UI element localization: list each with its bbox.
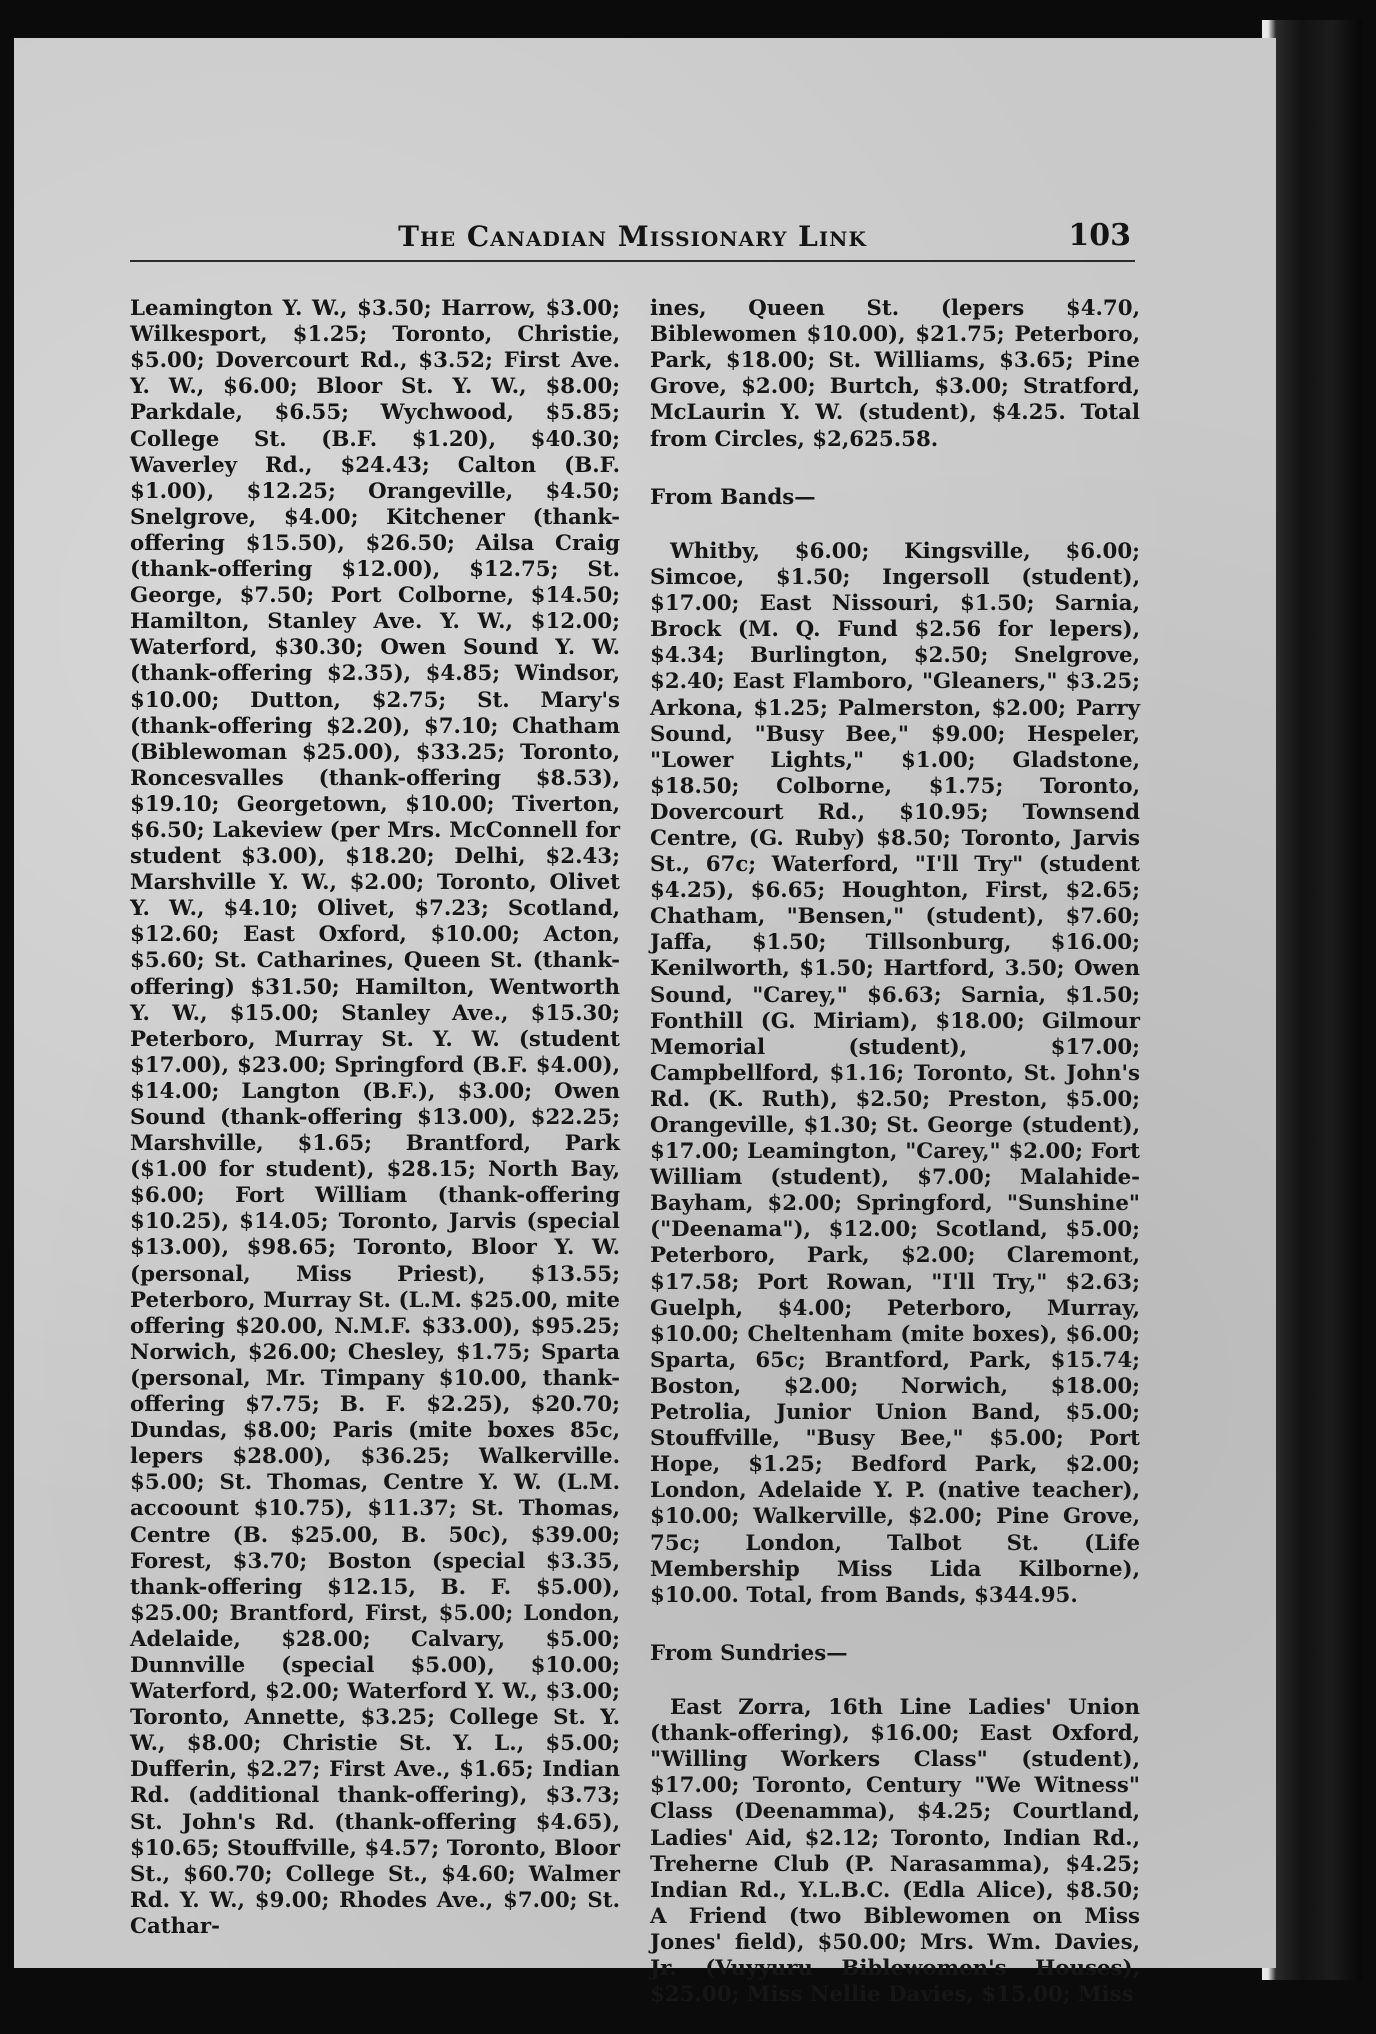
book-binding-edge bbox=[1262, 20, 1362, 1980]
left-column-text: Leamington Y. W., $3.50; Harrow, $3.00; Wilkesport, $1.25; Toronto, Christie, $5.00; Dovercourt Rd., $3.52; First Ave. Y. W., $6.00; Bloor St. Y. W., $8.00; Parkdale, $6.55; Wychwood, $5.85; College St. (B.F. $1.20), $40.30; Waverley Rd., $24.43; Calton (B.F. $1.00), $12.25; Orangeville, $4.50; Snelgrove, $4.00; Kitchener (thank-offering $15.50), $26.50; Ailsa Craig (thank-offering $12.00), $12.75; St. George, $7.50; Port Colborne, $14.50; Hamilton, Stanley Ave. Y. W., $12.00; Waterford, $30.30; Owen Sound Y. W. (thank-offering $2.35), $4.85; Windsor, $10.00; Dutton, $2.75; St. Mary's (thank-offering $2.20), $7.10; Chatham (Biblewoman $25.00), $33.25; Toronto, Roncesvalles (thank-offering $8.53), $19.10; Georgetown, $10.00; Tiverton, $6.50; Lakeview (per Mrs. McConnell for student $3.00), $18.20; Delhi, $2.43; Marshville Y. W., $2.00; Toronto, Olivet Y. W., $4.10; Olivet, $7.23; Scotland, $12.60; East Oxford, $10.00; Acton, $5.60; St. Catharines, Queen St. (thank-offering) $31.50; Hamilton, Wentworth Y. W., $15.00; Stanley Ave., $15.30; Peterboro, Murray St. Y. W. (student $17.00), $23.00; Springford (B.F. $4.00), $14.00; Langton (B.F.), $3.00; Owen Sound (thank-offering $13.00), $22.25; Marshville, $1.65; Brantford, Park ($1.00 for student), $28.15; North Bay, $6.00; Fort William (thank-offering $10.25), $14.05; Toronto, Jarvis (special $13.00), $98.65; Toronto, Bloor Y. W. (personal, Miss Priest), $13.55; Peterboro, Murray St. (L.M. $25.00, mite offering $20.00, N.M.F. $33.00), $95.25; Norwich, $26.00; Chesley, $1.75; Sparta (personal, Mr. Timpany $10.00, thank-offering $7.75; B. F. $2.25), $20.70; Dundas, $8.00; Paris (mite boxes 85c, lepers $28.00), $36.25; Walkerville. $5.00; St. Thomas, Centre Y. W. (L.M. accoount $10.75), $11.37; St. Thomas, Centre (B. $25.00, B. 50c), $39.00; Forest, $3.70; Boston (special $3.35, thank-offering $12.15, B. F. $5.00), $25.00; Brantford, First, $5.00; London, Adelaide, $28.00; Calvary, $5.00; Dunnville (special $5.00), $10.00; Waterford, $2.00; Waterford Y. W., $3.00; Toronto, Annette, $3.25; College St. Y. W., $8.00; Christie St. Y. L., $5.00; Dufferin, $2.27; First Ave., $1.65; Indian Rd. (additional thank-offering), $3.73; St. John's Rd. (thank-offering $4.65), $10.65; Stouffville, $4.57; Toronto, Bloor St., $60.70; College St., $4.60; Walmer Rd. Y. W., $9.00; Rhodes Ave., $7.00; St. Cathar- bbox=[130, 296, 620, 1939]
page-header bbox=[130, 210, 1135, 262]
left-column bbox=[130, 270, 620, 1966]
right-column bbox=[650, 270, 1140, 2034]
bands-text: Whitby, $6.00; Kingsville, $6.00; Simcoe, $1.50; Ingersoll (student), $17.00; East Nissouri, $1.50; Sarnia, Brock (M. Q. Fund $2.56 for lepers), $4.34; Burlington, $2.50; Snelgrove, $2.40; East Flamboro, "Gleaners," $3.25; Arkona, $1.25; Palmerston, $2.00; Parry Sound, "Busy Bee," $9.00; Hespeler, "Lower Lights," $1.00; Gladstone, $18.50; Colborne, $1.75; Toronto, Dovercourt Rd., $10.95; Townsend Centre, (G. Ruby) $8.50; Toronto, Jarvis St., 67c; Waterford, "I'll Try" (student $4.25), $6.65; Houghton, First, $2.65; Chatham, "Bensen," (student), $7.60; Jaffa, $1.50; Tillsonburg, $16.00; Kenilworth, $1.50; Hartford, 3.50; Owen Sound, "Carey," $6.63; Sarnia, $1.50; Fonthill (G. Miriam), $18.00; Gilmour Memorial (student), $17.00; Campbellford, $1.16; Toronto, St. John's Rd. (K. Ruth), $2.50; Preston, $5.00; Orangeville, $1.30; St. George (student), $17.00; Leamington, "Carey," $2.00; Fort William (student), $7.00; Malahide-Bayham, $2.00; Springford, "Sunshine" ("Deenama"), $12.00; Scotland, $5.00; Peterboro, Park, $2.00; Claremont, $17.58; Port Rowan, "I'll Try," $2.63; Guelph, $4.00; Peterboro, Murray, $10.00; Cheltenham (mite boxes), $6.00; Sparta, 65c; Brantford, Park, $15.74; Boston, $2.00; Norwich, $18.00; Petrolia, Junior Union Band, $5.00; Stouffville, "Busy Bee," $5.00; Port Hope, $1.25; Bedford Park, $2.00; London, Adelaide Y. P. (native teacher), $10.00; Walkerville, $2.00; Pine Grove, 75c; London, Talbot St. (Life Membership Miss Lida Kilborne), $10.00. Total, from Bands, $344.95. bbox=[650, 538, 1140, 1608]
circles-continuation-text: ines, Queen St. (lepers $4.70, Biblewomen $10.00), $21.75; Peterboro, Park, $18.00; St. Williams, $3.65; Pine Grove, $2.00; Burtch, $3.00; Stratford, McLaurin Y. W. (student), $4.25. Total from Circles, $2,625.58. bbox=[650, 296, 1140, 452]
page-number: 103 bbox=[1068, 218, 1131, 253]
sundries-heading: From Sundries— bbox=[650, 1640, 848, 1666]
running-title: The Canadian Missionary Link bbox=[398, 220, 867, 253]
sundries-text: East Zorra, 16th Line Ladies' Union (thank-offering), $16.00; East Oxford, "Willing Workers Class" (student), $17.00; Toronto, Century "We Witness" Class (Deenamma), $4.25; Courtland, Ladies' Aid, $2.12; Toronto, Indian Rd., Treherne Club (P. Narasamma), $4.25; Indian Rd., Y.L.B.C. (Edla Alice), $8.50; A Friend (two Biblewomen on Miss Jones' field), $50.00; Mrs. Wm. Davies, Jr. (Vuyyuru Biblewomen's Houses), $25.00; Miss Nellie Davies, $15.00; Miss bbox=[650, 1695, 1140, 2008]
bands-heading: From Bands— bbox=[650, 484, 816, 510]
